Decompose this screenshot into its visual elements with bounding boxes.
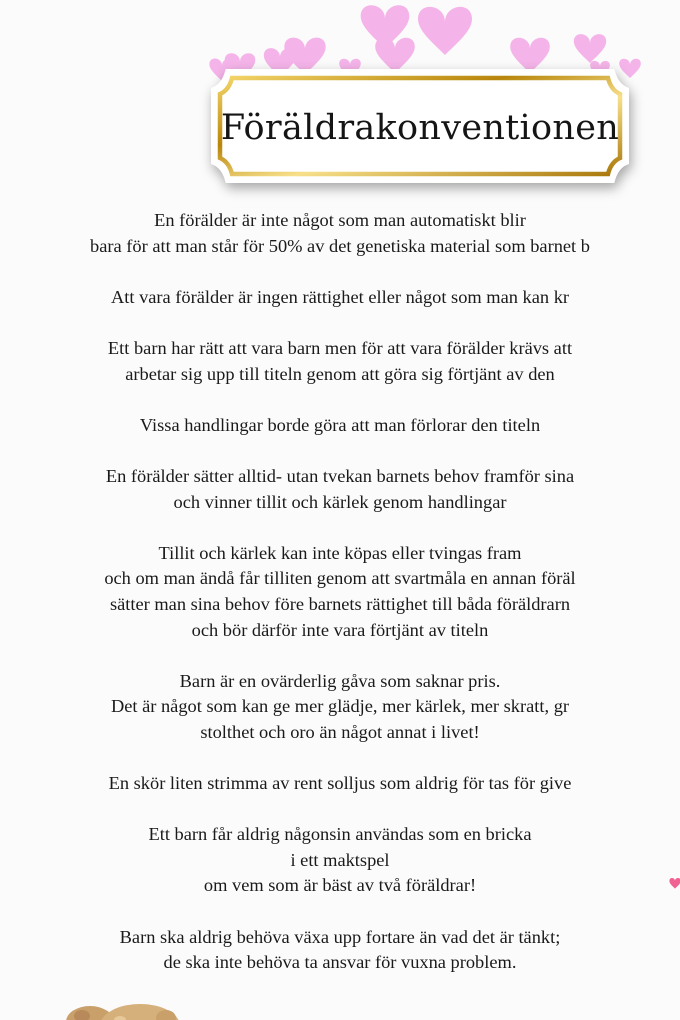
- poem-line: Att vara förälder är ingen rättighet eller något som man kan kr: [110, 286, 570, 307]
- poem-line: Vissa handlingar borde göra att man förlorar den titeln: [139, 414, 541, 435]
- poem-line: stolthet och oro än något annat i livet!: [200, 721, 480, 742]
- poem-line: Barn är en ovärderlig gåva som saknar pris.: [179, 670, 501, 691]
- poem-line: En förälder är inte något som man automatiskt blir: [154, 210, 526, 230]
- page-title: Föräldrakonventionen: [220, 108, 620, 148]
- poem-line: Ett barn har rätt att vara barn men för att vara förälder krävs att: [107, 337, 573, 358]
- stanza-gap: [0, 515, 680, 541]
- poem-line: de ska inte behöva ta ansvar för vuxna problem.: [163, 952, 517, 973]
- stanza-gap: [0, 797, 680, 823]
- poem-line: i ett maktspel: [290, 849, 390, 870]
- poem-line: arbetar sig upp till titeln genom att göra sig förtjänt av den: [125, 363, 555, 384]
- stanza-gap: [0, 387, 680, 413]
- poem-line: sätter man sina behov före barnets rättighet till båda föräldrarn: [109, 593, 571, 614]
- poem-line: Det är något som kan ge mer glädje, mer kärlek, mer skratt, gr: [110, 696, 570, 717]
- stanza-gap: [0, 310, 680, 336]
- stanza-gap: [0, 438, 680, 464]
- poem-line: och bör därför inte vara förtjänt av titeln: [191, 619, 489, 640]
- stanza-gap: [0, 643, 680, 669]
- stanza-gap: [0, 259, 680, 285]
- poem-body: [0, 208, 680, 976]
- stanza-gap: [0, 899, 680, 925]
- stanza-gap: [0, 745, 680, 771]
- poem-line: Tillit och kärlek kan inte köpas eller tvingas fram: [158, 542, 522, 563]
- poem-line: bara för att man står för 50% av det genetiska material som barnet b: [90, 235, 590, 256]
- poem-line: om vem som är bäst av två föräldrar!: [203, 875, 477, 896]
- poem-line: och vinner tillit och kärlek genom handlingar: [173, 491, 507, 512]
- small-heart-icon: [668, 876, 680, 890]
- teddy-bear-icon: [60, 996, 190, 1020]
- poem-line: Ett barn får aldrig någonsin användas som en bricka: [148, 824, 532, 845]
- poem-line: Barn ska aldrig behöva växa upp fortare än vad det är tänkt;: [119, 926, 561, 947]
- poem-line: En skör liten strimma av rent solljus som aldrig för tas för give: [108, 773, 572, 794]
- poem-line: En förälder sätter alltid- utan tvekan barnets behov framför sina: [105, 465, 575, 486]
- poem-line: och om man ändå får tilliten genom att svartmåla en annan föräl: [104, 568, 576, 589]
